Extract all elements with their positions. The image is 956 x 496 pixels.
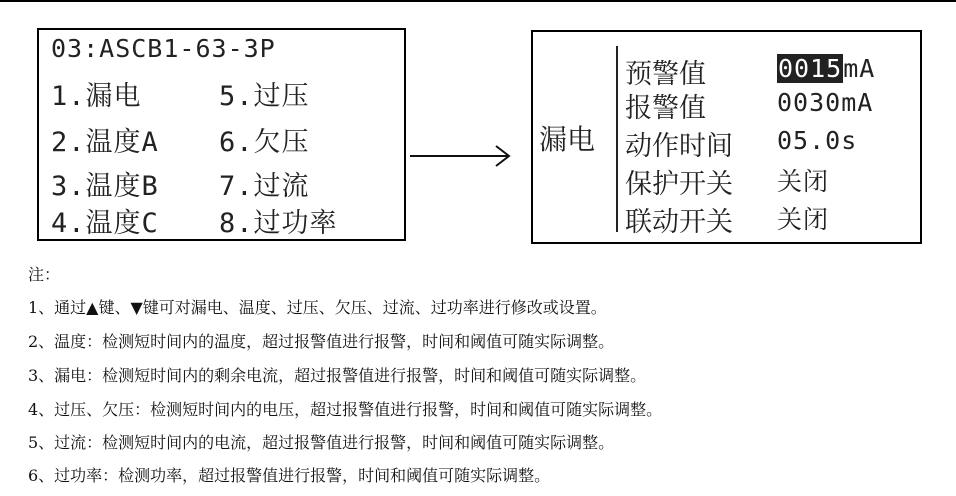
value-highlight: 0015 (778, 54, 843, 83)
note-line-1: 1、通过▲键、▼键可对漏电、温度、过压、欠压、过流、过功率进行修改或设置。 (28, 298, 607, 317)
row-value-link-switch: 关闭 (777, 205, 830, 234)
row-value-protect-switch: 关闭 (777, 167, 830, 196)
menu-item-overcurrent: 7.过流 (219, 171, 310, 202)
detail-lcd-screen (531, 30, 922, 244)
detail-divider (616, 46, 618, 232)
menu-item-overpower: 8.过功率 (219, 208, 338, 239)
row-value-prewarning (777, 54, 875, 83)
row-value-action-time: 05.0s (777, 126, 858, 155)
menu-item-leakage: 1.漏电 (51, 81, 142, 112)
value-unit: mA (843, 54, 876, 83)
menu-item-undervoltage: 6.欠压 (219, 127, 310, 158)
row-value-alarm: 0030mA (777, 88, 874, 117)
menu-item-overvoltage: 5.过压 (219, 81, 310, 112)
top-rule (0, 0, 956, 2)
notes-heading: 注： (28, 265, 61, 284)
note-line-4: 4、过压、欠压：检测短时间内的电压，超过报警值进行报警，时间和阈值可随实际调整。 (28, 400, 663, 419)
device-model-title: 03:ASCB1-63-3P (51, 34, 276, 63)
menu-item-temp-c: 4.温度C (51, 208, 159, 239)
right-arrow-icon (410, 141, 514, 171)
menu-item-temp-b: 3.温度B (51, 171, 159, 202)
note-line-5: 5、过流：检测短时间内的电流，超过报警值进行报警，时间和阈值可随实际调整。 (28, 433, 615, 452)
row-label-link-switch: 联动开关 (625, 207, 733, 238)
note-line-2: 2、温度：检测短时间内的温度，超过报警值进行报警，时间和阈值可随实际调整。 (28, 332, 615, 351)
row-label-alarm: 报警值 (625, 93, 706, 124)
note-line-3: 3、漏电：检测短时间内的剩余电流，超过报警值进行报警，时间和阈值可随实际调整。 (28, 366, 647, 385)
menu-lcd-screen (37, 28, 406, 241)
note-line-6: 6、过功率：检测功率，超过报警值进行报警，时间和阈值可随实际调整。 (28, 466, 551, 485)
detail-category-label: 漏电 (539, 123, 596, 156)
menu-item-temp-a: 2.温度A (51, 127, 159, 158)
row-label-protect-switch: 保护开关 (625, 169, 733, 200)
row-label-action-time: 动作时间 (625, 131, 733, 162)
row-label-prewarning: 预警值 (625, 59, 706, 90)
